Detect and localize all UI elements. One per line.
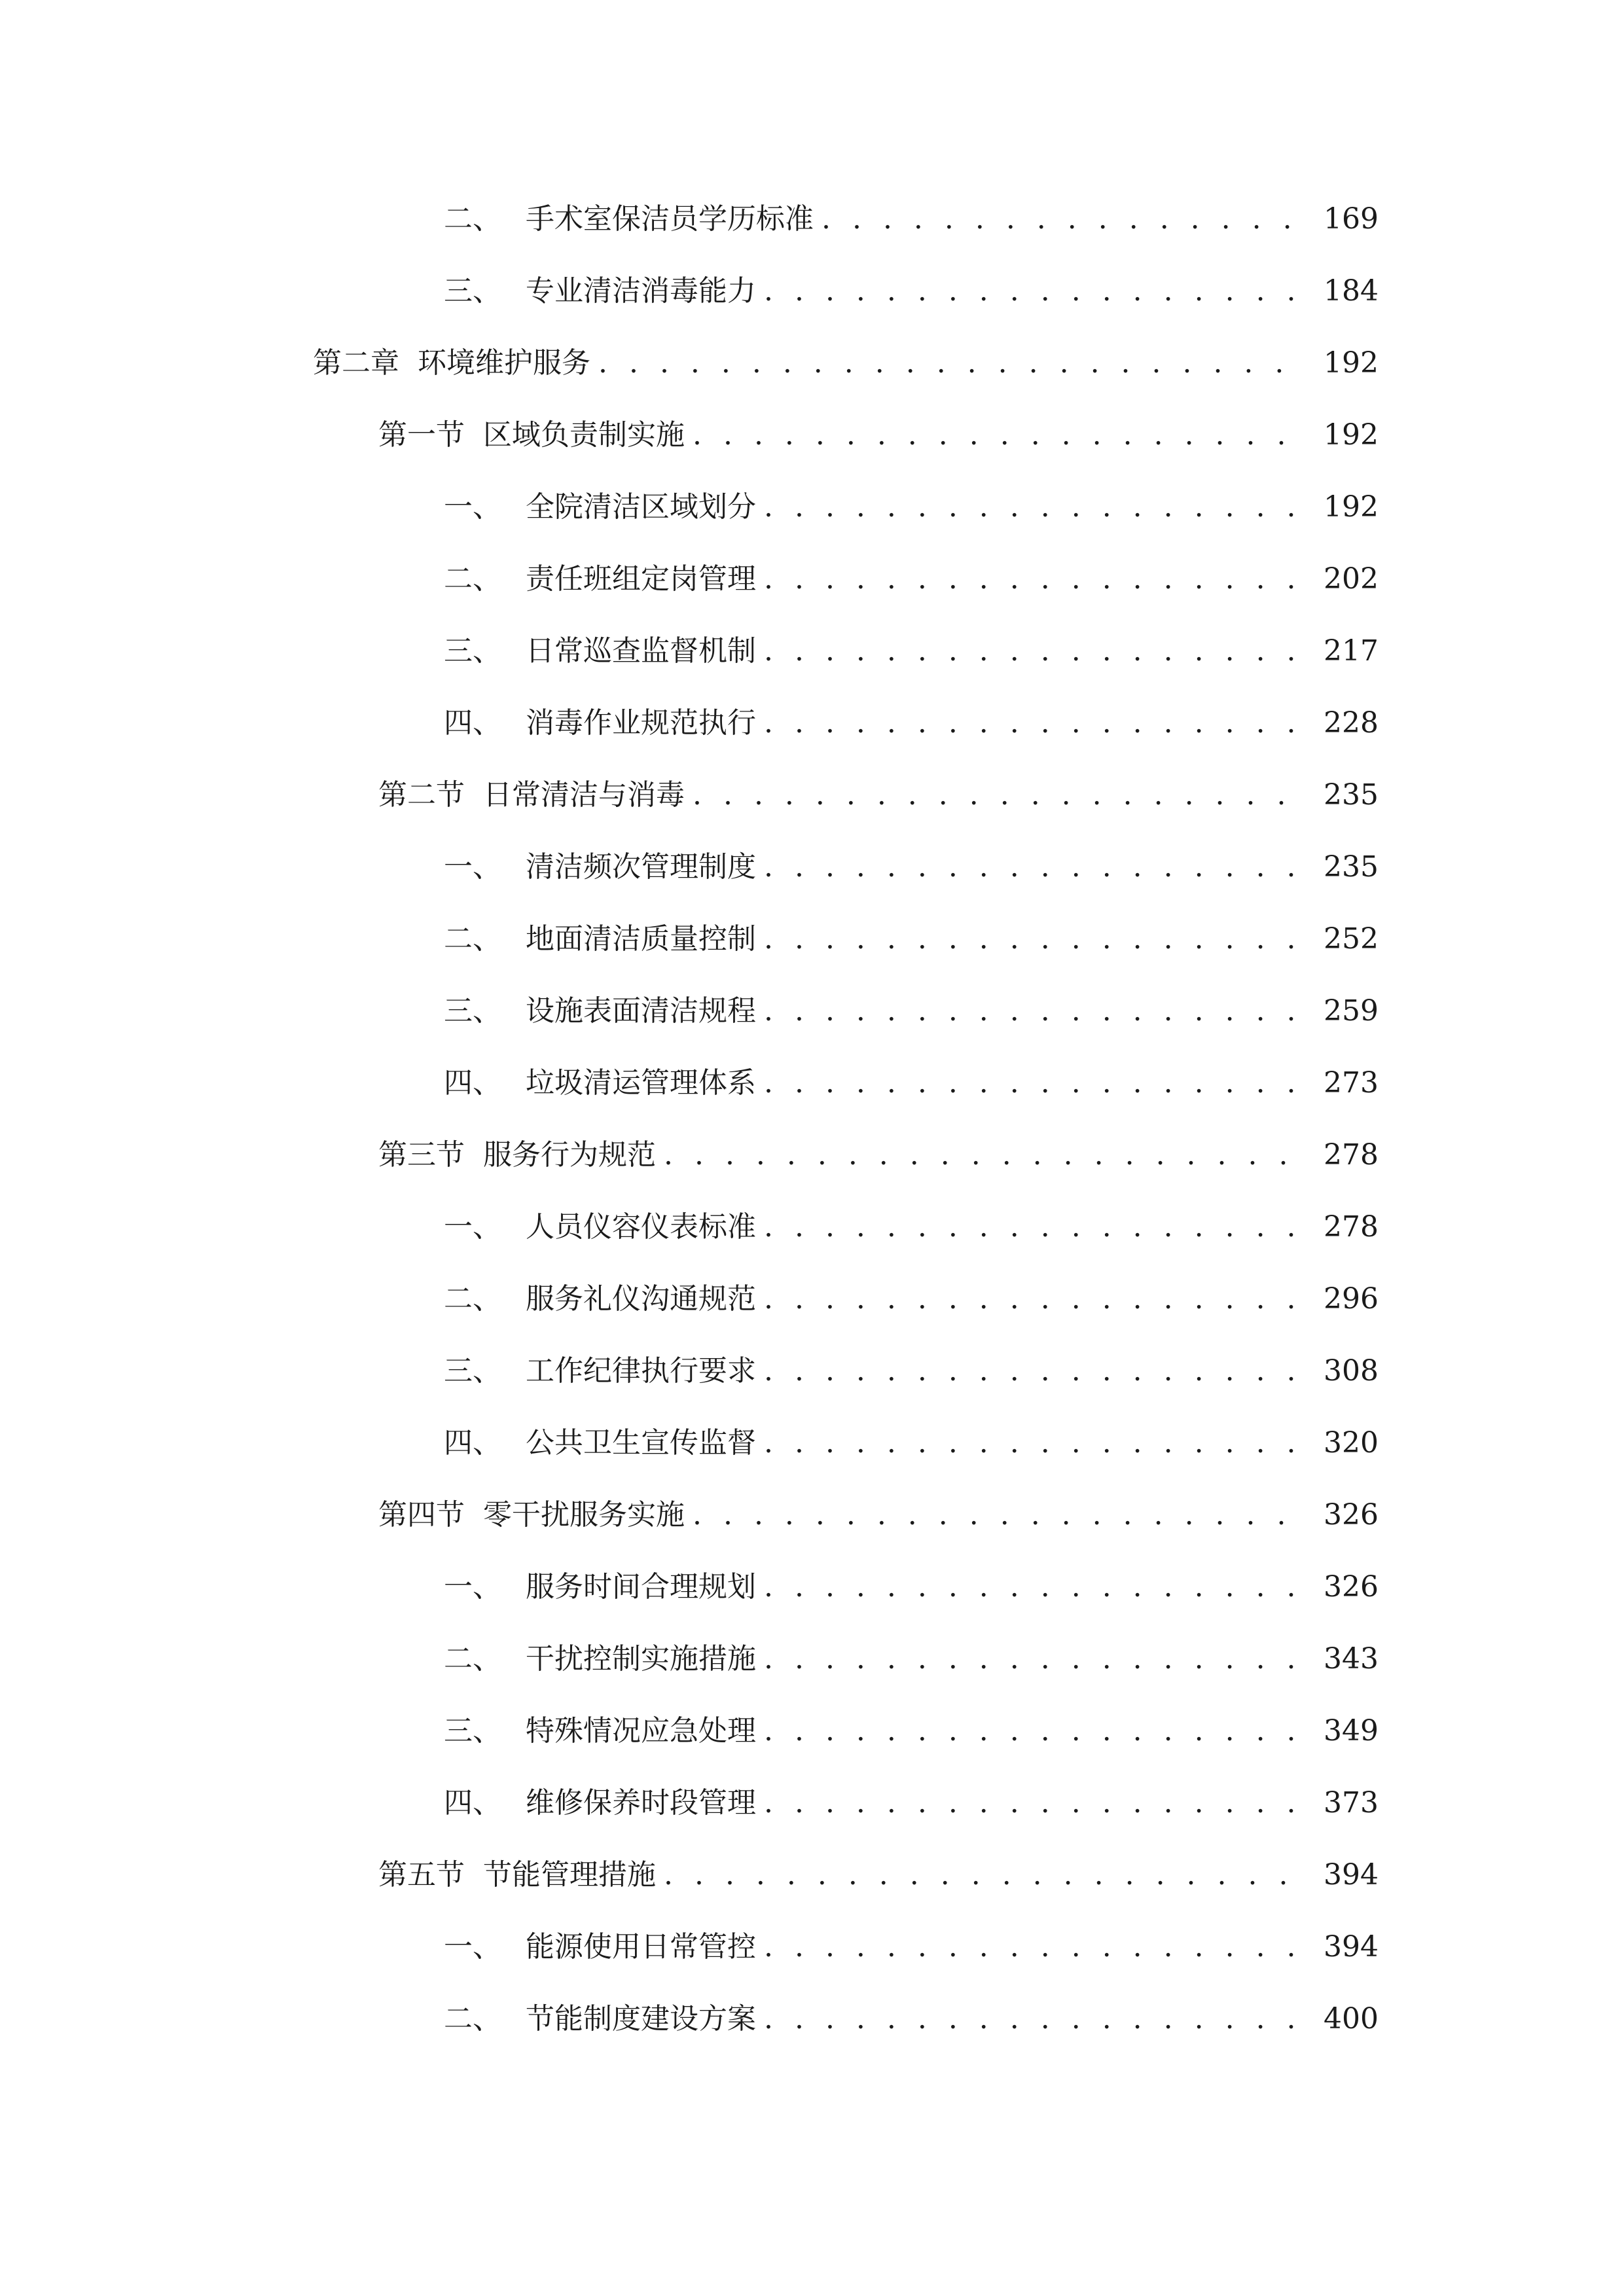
toc-entry-title: 零干扰服务实施 — [483, 1498, 685, 1532]
toc-entry-title: 节能管理措施 — [483, 1858, 656, 1892]
toc-entry-title: 服务行为规范 — [483, 1138, 656, 1172]
toc-entry[interactable] — [0, 1695, 1624, 1767]
dot-leader — [598, 327, 1301, 399]
dot-leader — [764, 471, 1301, 543]
dot-leader — [764, 1695, 1301, 1767]
dot-leader — [664, 1839, 1301, 1911]
toc-chapter-entry[interactable] — [0, 327, 1624, 399]
toc-entry-page: 169 — [1324, 202, 1379, 236]
toc-entry-page: 308 — [1324, 1354, 1379, 1388]
toc-entry[interactable] — [0, 543, 1624, 615]
dot-leader — [764, 255, 1301, 327]
dot-leader — [764, 615, 1301, 687]
toc-entry[interactable] — [0, 1911, 1624, 1983]
toc-entry-number: 第一节 — [378, 418, 465, 452]
toc-entry-page: 343 — [1324, 1642, 1379, 1676]
toc-section-entry[interactable] — [0, 759, 1624, 831]
toc-entry-title: 区域负责制实施 — [483, 418, 685, 452]
toc-entry-title: 特殊情况应急处理 — [526, 1714, 756, 1748]
dot-leader — [764, 543, 1301, 615]
toc-entry-title: 公共卫生宣传监督 — [526, 1426, 756, 1460]
toc-entry-title: 清洁频次管理制度 — [526, 850, 756, 884]
toc-entry-number: 二、 — [444, 922, 501, 956]
toc-entry-number: 第五节 — [378, 1858, 465, 1892]
toc-entry-page: 252 — [1324, 922, 1379, 956]
toc-entry-title: 全院清洁区域划分 — [526, 490, 756, 524]
toc-entry-page: 217 — [1324, 634, 1379, 668]
dot-leader — [693, 759, 1301, 831]
toc-entry[interactable] — [0, 1191, 1624, 1263]
toc-entry-number: 四、 — [444, 1426, 501, 1460]
toc-entry-number: 二、 — [444, 562, 501, 596]
toc-entry-page: 235 — [1324, 850, 1379, 884]
toc-entry-page: 228 — [1324, 706, 1379, 740]
toc-entry-title: 手术室保洁员学历标准 — [526, 202, 814, 236]
toc-entry-number: 一、 — [444, 1210, 501, 1244]
toc-entry-title: 消毒作业规范执行 — [526, 706, 756, 740]
dot-leader — [764, 975, 1301, 1047]
dot-leader — [693, 1479, 1301, 1551]
toc-entry-title: 设施表面清洁规程 — [526, 994, 756, 1028]
toc-entry-number: 三、 — [444, 994, 501, 1028]
dot-leader — [764, 1263, 1301, 1335]
toc-entry[interactable] — [0, 1983, 1624, 2055]
toc-section-entry[interactable] — [0, 1119, 1624, 1191]
toc-entry-page: 259 — [1324, 994, 1379, 1028]
toc-entry-title: 日常巡查监督机制 — [526, 634, 756, 668]
toc-entry-page: 320 — [1324, 1426, 1379, 1460]
toc-entry-page: 278 — [1324, 1138, 1379, 1172]
toc-entry-page: 326 — [1324, 1570, 1379, 1604]
dot-leader — [764, 831, 1301, 903]
toc-entry-page: 394 — [1324, 1858, 1379, 1892]
toc-entry-page: 278 — [1324, 1210, 1379, 1244]
toc-entry-number: 四、 — [444, 706, 501, 740]
toc-entry-page: 184 — [1324, 274, 1379, 308]
toc-entry-title: 干扰控制实施措施 — [526, 1642, 756, 1676]
toc-entry-number: 三、 — [444, 634, 501, 668]
toc-entry[interactable] — [0, 1335, 1624, 1407]
toc-entry[interactable] — [0, 615, 1624, 687]
toc-entry-page: 235 — [1324, 778, 1379, 812]
toc-entry[interactable] — [0, 1551, 1624, 1623]
toc-entry-number: 一、 — [444, 490, 501, 524]
toc-entry-page: 400 — [1324, 2002, 1379, 2036]
toc-entry-number: 一、 — [444, 1570, 501, 1604]
dot-leader — [764, 1767, 1301, 1839]
toc-entry-number: 一、 — [444, 850, 501, 884]
toc-entry[interactable] — [0, 183, 1624, 255]
toc-section-entry[interactable] — [0, 1479, 1624, 1551]
toc-entry-page: 192 — [1324, 418, 1379, 452]
toc-entry[interactable] — [0, 687, 1624, 759]
toc-entry-title: 服务礼仪沟通规范 — [526, 1282, 756, 1316]
toc-entry-number: 第二节 — [378, 778, 465, 812]
toc-entry[interactable] — [0, 903, 1624, 975]
dot-leader — [764, 903, 1301, 975]
dot-leader — [764, 1047, 1301, 1119]
toc-entry-number: 第四节 — [378, 1498, 465, 1532]
toc-entry-number: 二、 — [444, 2002, 501, 2036]
toc-entry-page: 349 — [1324, 1714, 1379, 1748]
toc-section-entry[interactable] — [0, 399, 1624, 471]
dot-leader — [764, 1623, 1301, 1695]
toc-entry-number: 三、 — [444, 274, 501, 308]
toc-entry-number: 二、 — [444, 202, 501, 236]
toc-entry-number: 三、 — [444, 1354, 501, 1388]
toc-entry-page: 296 — [1324, 1282, 1379, 1316]
toc-entry-title: 专业清洁消毒能力 — [526, 274, 756, 308]
toc-entry-number: 二、 — [444, 1282, 501, 1316]
toc-entry[interactable] — [0, 1047, 1624, 1119]
toc-entry-title: 维修保养时段管理 — [526, 1786, 756, 1820]
toc-entry-title: 节能制度建设方案 — [526, 2002, 756, 2036]
table-of-contents — [0, 183, 1624, 2055]
toc-entry-page: 192 — [1324, 346, 1379, 380]
toc-entry-page: 202 — [1324, 562, 1379, 596]
toc-entry[interactable] — [0, 1623, 1624, 1695]
toc-entry-title: 人员仪容仪表标准 — [526, 1210, 756, 1244]
toc-entry-page: 373 — [1324, 1786, 1379, 1820]
toc-entry-title: 环境维护服务 — [418, 346, 590, 380]
toc-entry-title: 能源使用日常管控 — [526, 1930, 756, 1964]
toc-entry[interactable] — [0, 975, 1624, 1047]
dot-leader — [764, 687, 1301, 759]
dot-leader — [764, 1983, 1301, 2055]
toc-entry-title: 工作纪律执行要求 — [526, 1354, 756, 1388]
toc-entry-number: 四、 — [444, 1066, 501, 1100]
toc-entry-number: 一、 — [444, 1930, 501, 1964]
dot-leader — [764, 1551, 1301, 1623]
toc-entry-number: 四、 — [444, 1786, 501, 1820]
toc-entry-page: 394 — [1324, 1930, 1379, 1964]
toc-entry-number: 第二章 — [313, 346, 399, 380]
toc-entry-number: 二、 — [444, 1642, 501, 1676]
toc-entry-title: 垃圾清运管理体系 — [526, 1066, 756, 1100]
toc-entry-title: 地面清洁质量控制 — [526, 922, 756, 956]
toc-entry-title: 责任班组定岗管理 — [526, 562, 756, 596]
toc-entry-page: 273 — [1324, 1066, 1379, 1100]
dot-leader — [764, 1335, 1301, 1407]
dot-leader — [693, 399, 1301, 471]
toc-entry[interactable] — [0, 255, 1624, 327]
toc-entry-title: 服务时间合理规划 — [526, 1570, 756, 1604]
toc-entry-page: 192 — [1324, 490, 1379, 524]
dot-leader — [664, 1119, 1301, 1191]
toc-entry-number: 三、 — [444, 1714, 501, 1748]
toc-entry[interactable] — [0, 471, 1624, 543]
toc-entry[interactable] — [0, 1263, 1624, 1335]
toc-entry-title: 日常清洁与消毒 — [483, 778, 685, 812]
toc-entry[interactable] — [0, 1407, 1624, 1479]
toc-section-entry[interactable] — [0, 1839, 1624, 1911]
toc-entry-page: 326 — [1324, 1498, 1379, 1532]
dot-leader — [764, 1911, 1301, 1983]
toc-entry[interactable] — [0, 831, 1624, 903]
toc-entry-number: 第三节 — [378, 1138, 465, 1172]
dot-leader — [764, 1407, 1301, 1479]
dot-leader — [821, 183, 1301, 255]
dot-leader — [764, 1191, 1301, 1263]
toc-entry[interactable] — [0, 1767, 1624, 1839]
